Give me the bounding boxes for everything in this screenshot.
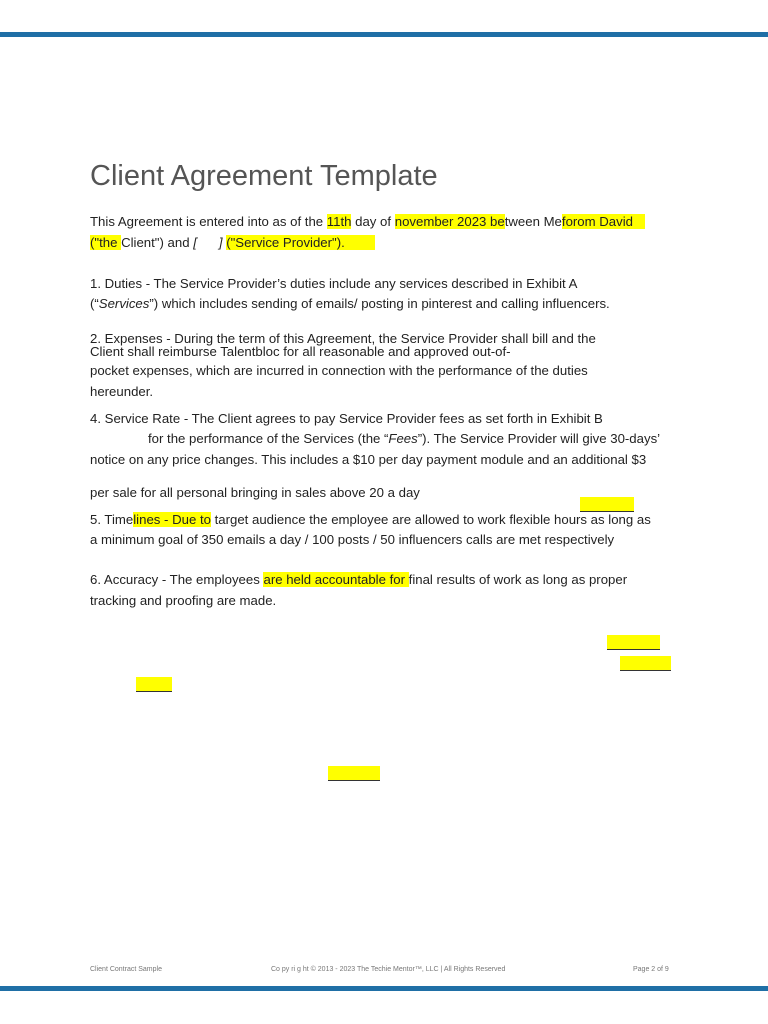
bottom-rule (0, 986, 768, 991)
duties-line-2 (90, 296, 610, 312)
bracket-close: ] (218, 235, 223, 250)
fees-term: Fees (388, 431, 418, 446)
timelines-text: 5. Time (90, 512, 134, 527)
highlighted-month: november 2023 be (394, 214, 505, 229)
intro-text: day of (351, 214, 395, 229)
expenses-line-3: pocket expenses, which are incurred in connection with the performance of the duties (90, 363, 588, 378)
top-rule (0, 32, 768, 37)
rate-line-2 (148, 431, 660, 447)
intro-text: This Agreement is entered into as of the (90, 214, 327, 229)
footer-page-number: Page 2 of 9 (633, 966, 669, 973)
blank-field (136, 677, 172, 692)
timelines-line-1 (90, 512, 651, 528)
blank-field (620, 656, 671, 671)
intro-line-1 (90, 214, 645, 230)
intro-line-2 (90, 235, 375, 251)
highlighted-day: 11th (326, 214, 352, 229)
page-title: Client Agreement Template (90, 160, 438, 192)
highlighted-timelines: lines - Due to (133, 512, 211, 527)
blank-field (607, 635, 660, 650)
blank-field (580, 497, 634, 512)
duties-text: (“ (90, 296, 99, 311)
accuracy-text: final results of work as long as proper (408, 572, 628, 587)
rate-line-4: per sale for all personal bringing in sales above 20 a day (90, 485, 420, 500)
intro-text: tween Me (504, 214, 562, 229)
expenses-line-2: Client shall reimburse Talentbloc for all reasonable and approved out-of- (90, 344, 511, 359)
duties-text: ”) which includes sending of emails/ posting in pinterest and calling influencers. (149, 296, 610, 311)
bracket-open: [ (193, 235, 197, 250)
expenses-line-1: 2. Expenses - During the term of this Agreement, the Service Provider shall bill and the (90, 331, 596, 346)
accuracy-text: 6. Accuracy - The employees (90, 572, 264, 587)
accuracy-line-2: tracking and proofing are made. (90, 593, 277, 608)
highlighted-party-name: forom David (562, 214, 645, 229)
footer-doc-name: Client Contract Sample (90, 966, 162, 973)
rate-line-3: notice on any price changes. This includes a $10 per day payment module and an additional $3 (90, 452, 647, 467)
rate-text: ”). The Service Provider will give 30-days’ (417, 431, 661, 446)
accuracy-line-1 (90, 572, 627, 588)
intro-text: Client") and (121, 235, 194, 250)
expenses-line-4: hereunder. (90, 384, 154, 399)
duties-line-1: 1. Duties - The Service Provider’s duties include any services described in Exhibit A (90, 276, 578, 291)
highlighted-client-quote: ("the (90, 235, 122, 250)
blank-field (328, 766, 380, 781)
rate-line-1: 4. Service Rate - The Client agrees to pay Service Provider fees as set forth in Exhibit B (90, 411, 603, 426)
timelines-line-2: a minimum goal of 350 emails a day / 100 posts / 50 influencers calls are met respectively (90, 532, 615, 547)
rate-text: for the performance of the Services (the “ (148, 431, 389, 446)
highlighted-accountability: are held accountable for (263, 572, 409, 587)
services-term: Services (98, 296, 150, 311)
highlighted-service-provider: ("Service Provider"). (226, 235, 375, 250)
timelines-text: target audience the employee are allowed to work flexible hours as long as (210, 512, 651, 527)
footer-copyright: Co py ri g ht © 2013 - 2023 The Techie Mentor™, LLC | All Rights Reserved (271, 966, 506, 973)
